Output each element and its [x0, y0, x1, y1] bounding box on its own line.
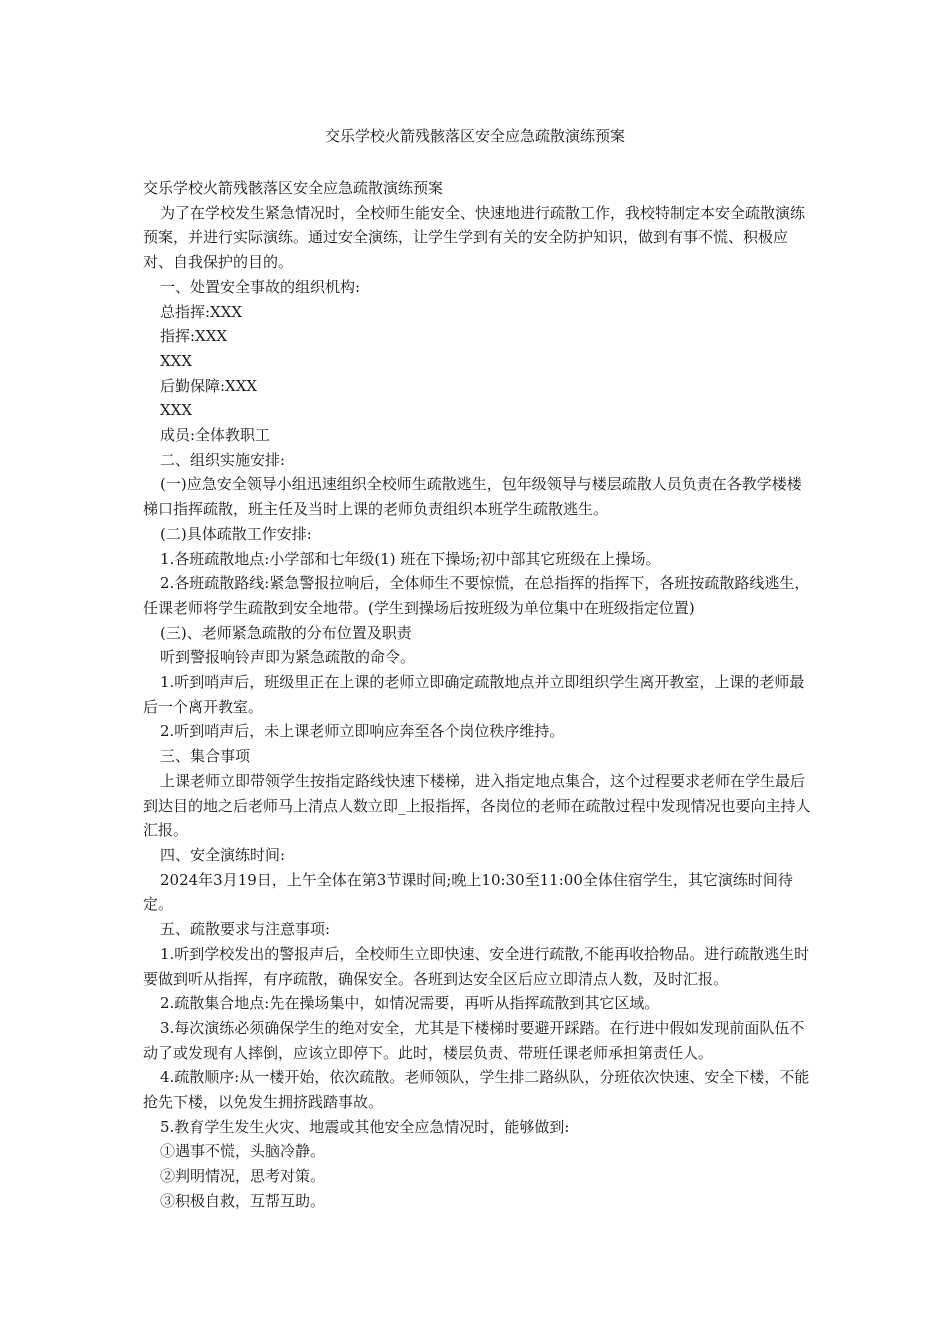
paragraph: 五、疏散要求与注意事项: — [160, 920, 331, 939]
paragraph: 2.各班疏散路线:紧急警报拉响后，全体师生不要惊慌，在总指挥的指挥下，各班按疏散路线逃生，任课老师将学生疏散到安全地带。(学生到操场后按班级为单位集中在班级指定位置) — [143, 574, 810, 617]
paragraph: 1.各班疏散地点:小学部和七年级(1) 班在下操场;初中部其它班级在上操场。 — [160, 549, 661, 568]
paragraph: 四、安全演练时间: — [160, 845, 286, 864]
paragraph: 1.听到学校发出的警报声后，全校师生立即快速、安全进行疏散,不能再收拾物品。进行疏散逃生时要做到听从指挥，有序疏散，确保安全。各班到达安全区后应立即清点人数，及时汇报。 — [143, 944, 810, 988]
paragraph: 5.教育学生发生火灾、地震或其他安全应急情况时，能够做到: — [160, 1117, 570, 1136]
paragraph: 指挥:XXX — [160, 327, 228, 346]
paragraph: 一、处置安全事故的组织机构: — [160, 277, 361, 296]
paragraph: 上课老师立即带领学生按指定路线快速下楼梯，进入指定地点集合，这个过程要求老师在学生最后到达目的地之后老师马上清点人数立即_上报指挥，各岗位的老师在疏散过程中发现情况也要向主持人汇报。 — [143, 771, 811, 840]
paragraph: 1.听到哨声后，班级里正在上课的老师立即确定疏散地点并立即组织学生离开教室，上课的老师最后一个离开教室。 — [143, 673, 805, 716]
paragraph: 2.疏散集合地点:先在操场集中，如情况需要，再听从指挥疏散到其它区域。 — [160, 994, 660, 1013]
document-body — [143, 176, 815, 1214]
document-title: 交乐学校火箭残骸落区安全应急疏散演练预案 — [324, 127, 625, 145]
paragraph: 2.听到哨声后，未上课老师立即响应奔至各个岗位秩序维持。 — [160, 722, 565, 741]
paragraph: 2024年3月19日，上午全体在第3节课时间;晚上10:30至11:00全体住宿学生，其它演练时间待定。 — [143, 870, 793, 914]
paragraph: ③积极自救，互帮互助。 — [160, 1191, 326, 1210]
paragraph: 后勤保障:XXX — [160, 376, 258, 395]
paragraph: 总指挥:XXX — [160, 302, 243, 321]
paragraph: 3.每次演练必须确保学生的绝对安全，尤其是下楼梯时要避开踩踏。在行进中假如发现前面队伍不动了或发现有人摔倒，应该立即停下。此时，楼层负责、带班任课老师承担第责任人。 — [143, 1018, 805, 1062]
paragraph: 二、组织实施安排: — [160, 450, 286, 469]
paragraph: ②判明情况，思考对策。 — [160, 1167, 326, 1186]
paragraph: XXX — [160, 351, 193, 370]
paragraph: (三)、老师紧急疏散的分布位置及职责 — [160, 623, 412, 642]
paragraph: 交乐学校火箭残骸落区安全应急疏散演练预案 — [143, 179, 444, 197]
paragraph: 听到警报响铃声即为紧急疏散的命令。 — [160, 648, 416, 667]
paragraph: 三、集合事项 — [160, 747, 251, 766]
paragraph: XXX — [160, 401, 193, 420]
paragraph: (二)具体疏散工作安排: — [160, 524, 312, 543]
paragraph: ①遇事不慌，头脑冷静。 — [160, 1142, 326, 1161]
paragraph: 4.疏散顺序:从一楼开始，依次疏散。老师领队，学生排二路纵队，分班依次快速、安全下楼，不能抢先下楼，以免发生拥挤践踏事故。 — [143, 1068, 810, 1112]
paragraph: (一)应急安全领导小组迅速组织全校师生疏散逃生，包年级领导与楼层疏散人员负责在各教学楼楼梯口指挥疏散，班主任及当时上课的老师负责组织本班学生疏散逃生。 — [143, 475, 802, 519]
paragraph: 为了在学校发生紧急情况时，全校师生能安全、快速地进行疏散工作，我校特制定本安全疏散演练预案，并进行实际演练。通过安全演练，让学生学到有关的安全防护知识，做到有事不慌、积极应对、自我保护的目的。 — [143, 203, 806, 272]
paragraph: 成员:全体教职工 — [160, 426, 271, 445]
